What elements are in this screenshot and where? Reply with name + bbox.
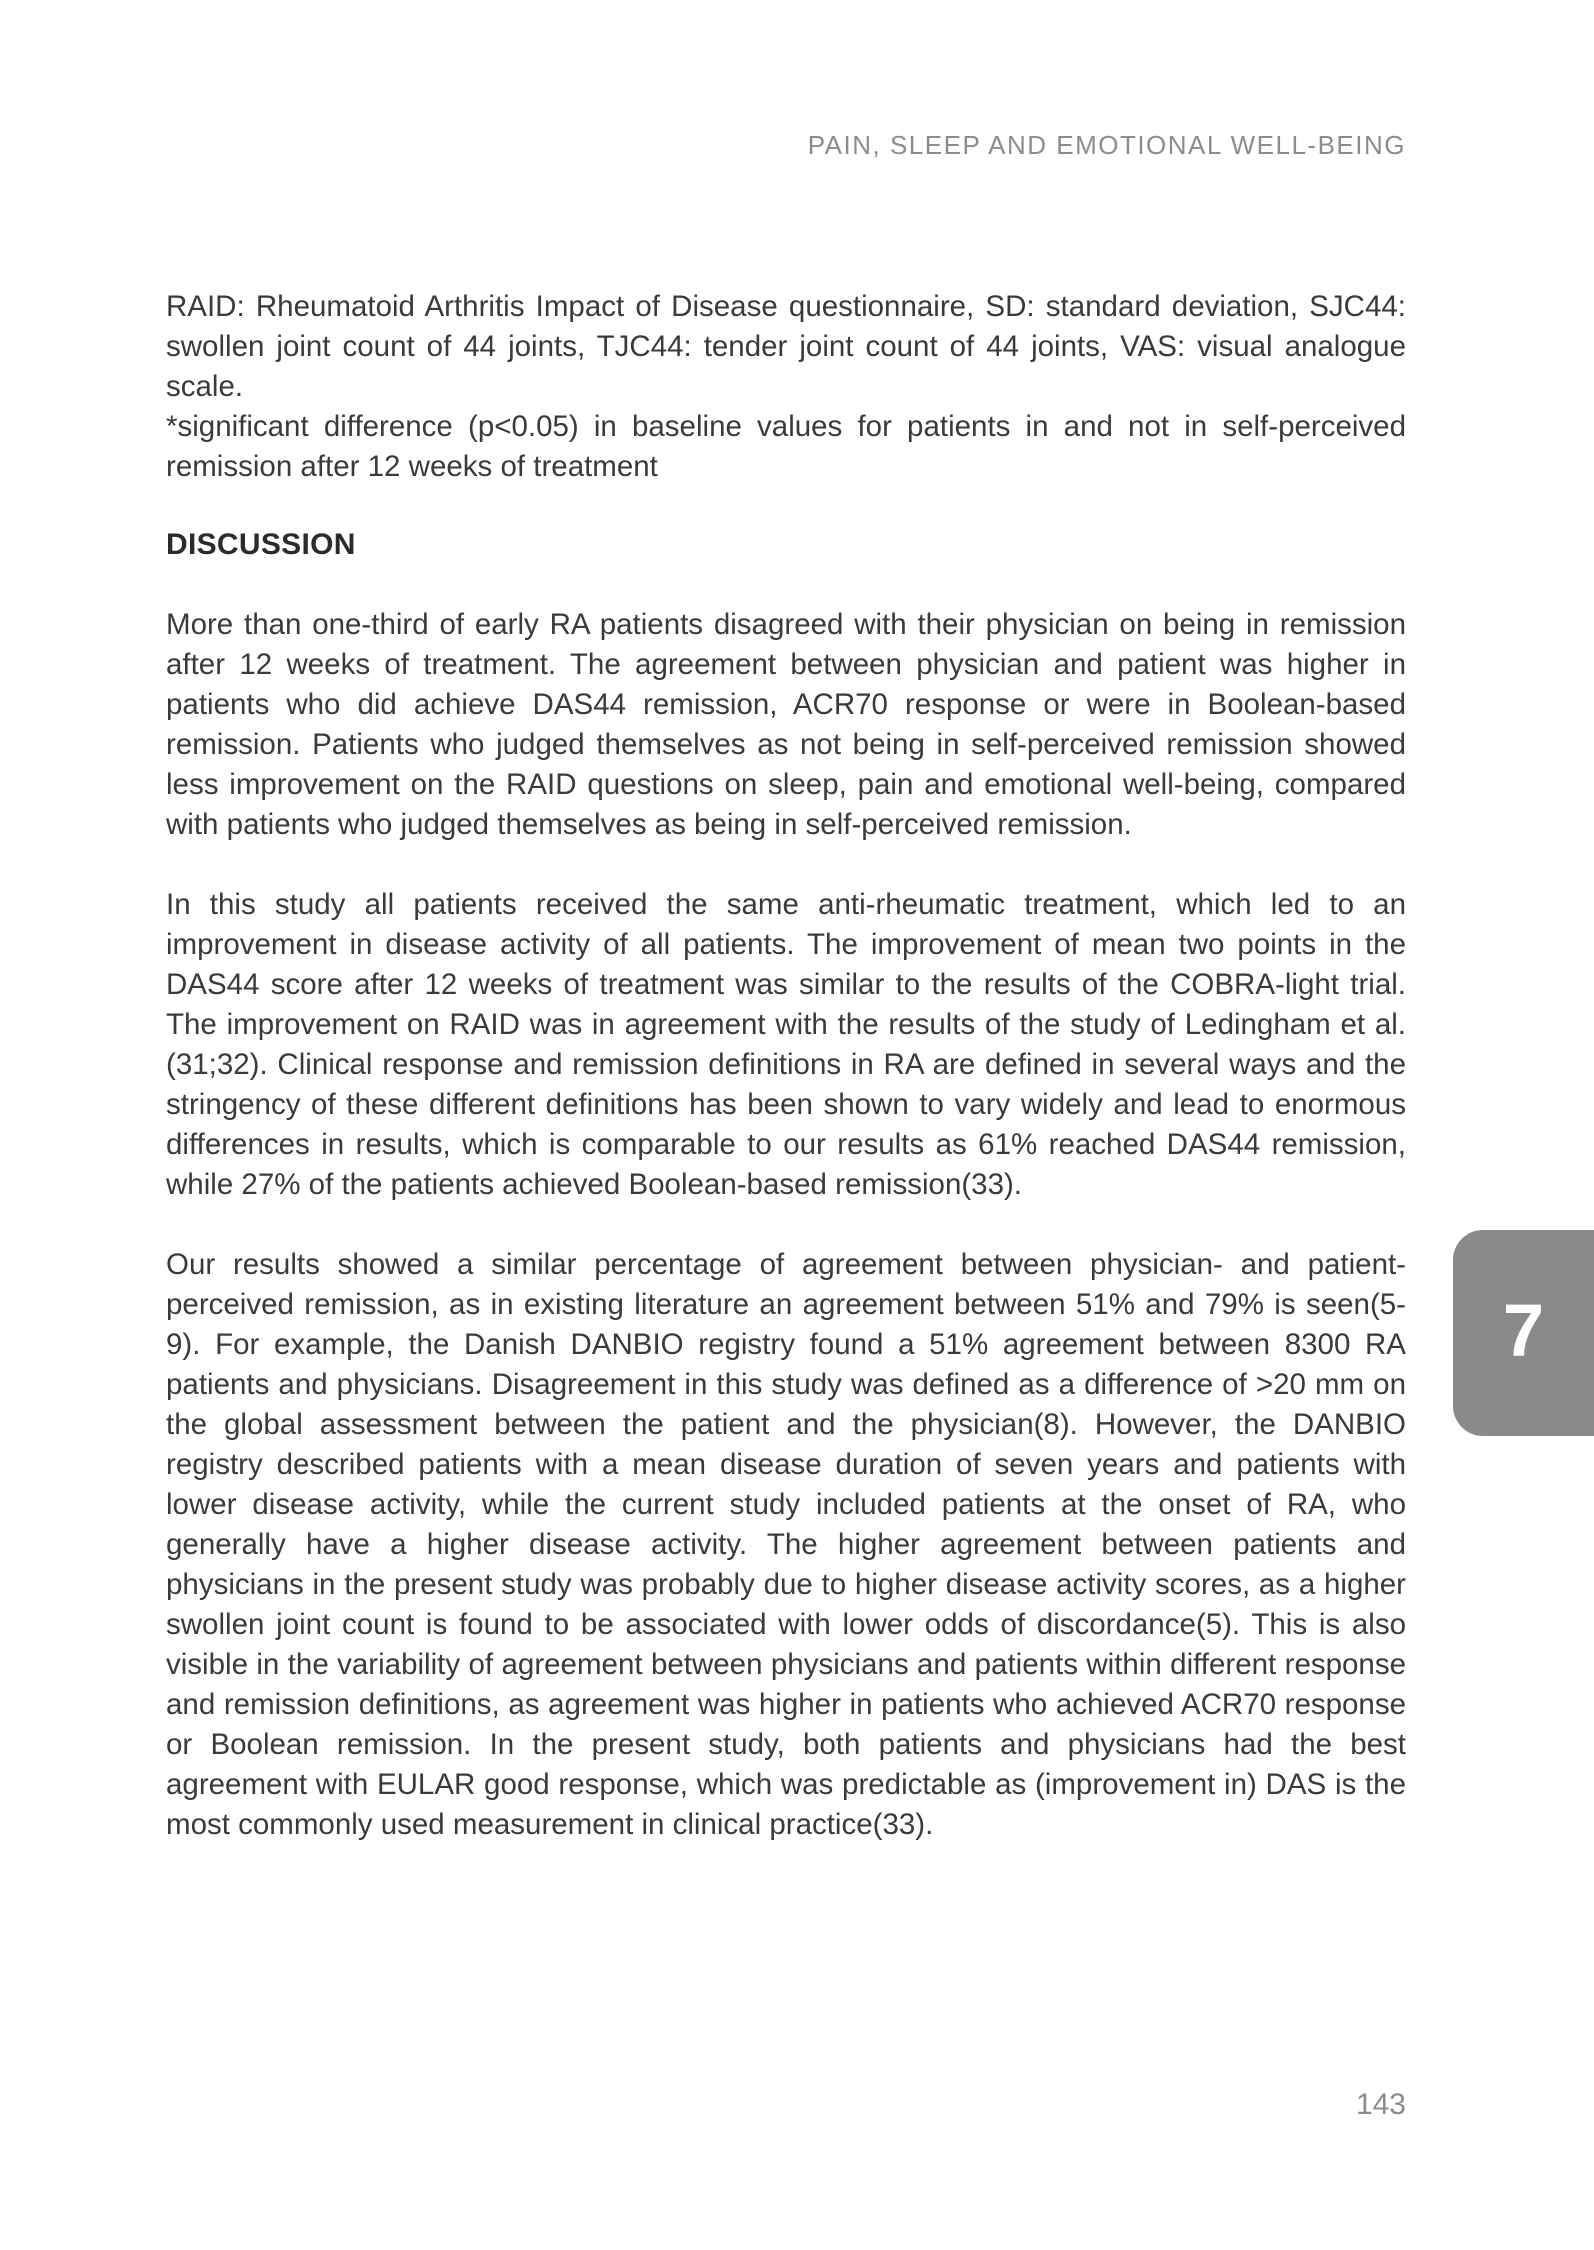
discussion-paragraph-1: More than one-third of early RA patients disagreed with their physician on being in remission after 12 weeks of treatment. The agreement between physician and patient was higher in patients who did achieve DAS44 remission, ACR70 response or were in Boolean-based remission. Patients who judged themselves as not being in self-perceived remission showed less improvement on the RAID questions on sleep, pain and emotional well-being, compared with patients who judged themselves as being in self-perceived remission. [166,608,1406,841]
page-number: 143 [1355,2088,1406,2121]
chapter-tab [1453,1230,1594,1436]
footnote-significance-note: *significant difference (p<0.05) in baseline values for patients in and not in self-perceived remission after 12 weeks of treatment [166,410,1406,483]
discussion-paragraph-2: In this study all patients received the same anti-rheumatic treatment, which led to an improvement in disease activity of all patients. The improvement of mean two points in the DAS44 score after 12 weeks of treatment was similar to the results of the COBRA-light trial. The improvement on RAID was in agreement with the results of the study of Ledingham et al.(31;32). Clinical response and remission definitions in RA are defined in several ways and the stringency of these different definitions has been shown to vary widely and lead to enormous differences in results, which is comparable to our results as 61% reached DAS44 remission, while 27% of the patients achieved Boolean-based remission(33). [166,888,1406,1201]
table-footnote [166,287,1406,487]
section-heading-discussion: DISCUSSION [166,528,356,561]
footnote-abbreviations: RAID: Rheumatoid Arthritis Impact of Disease questionnaire, SD: standard deviation, SJC44: swollen joint count of 44 joints, TJC44: tender joint count of 44 joints, VAS: visual analogue scale. [166,290,1406,403]
chapter-number: 7 [1502,1289,1545,1372]
running-header: PAIN, SLEEP AND EMOTIONAL WELL-BEING [807,130,1406,160]
page-body [166,287,1406,1845]
discussion-paragraph-3: Our results showed a similar percentage of agreement between physician- and patient-perceived remission, as in existing literature an agreement between 51% and 79% is seen(5-9). For example, the Danish DANBIO registry found a 51% agreement between 8300 RA patients and physicians. Disagreement in this study was defined as a difference of >20 mm on the global assessment between the patient and the physician(8). However, the DANBIO registry described patients with a mean disease duration of seven years and patients with lower disease activity, while the current study included patients at the onset of RA, who generally have a higher disease activity. The higher agreement between patients and physicians in the present study was probably due to higher disease activity scores, as a higher swollen joint count is found to be associated with lower odds of discordance(5). This is also visible in the variability of agreement between physicians and patients within different response and remission definitions, as agreement was higher in patients who achieved ACR70 response or Boolean remission. In the present study, both patients and physicians had the best agreement with EULAR good response, which was predictable as (improvement in) DAS is the most commonly used measurement in clinical practice(33). [166,1248,1406,1841]
